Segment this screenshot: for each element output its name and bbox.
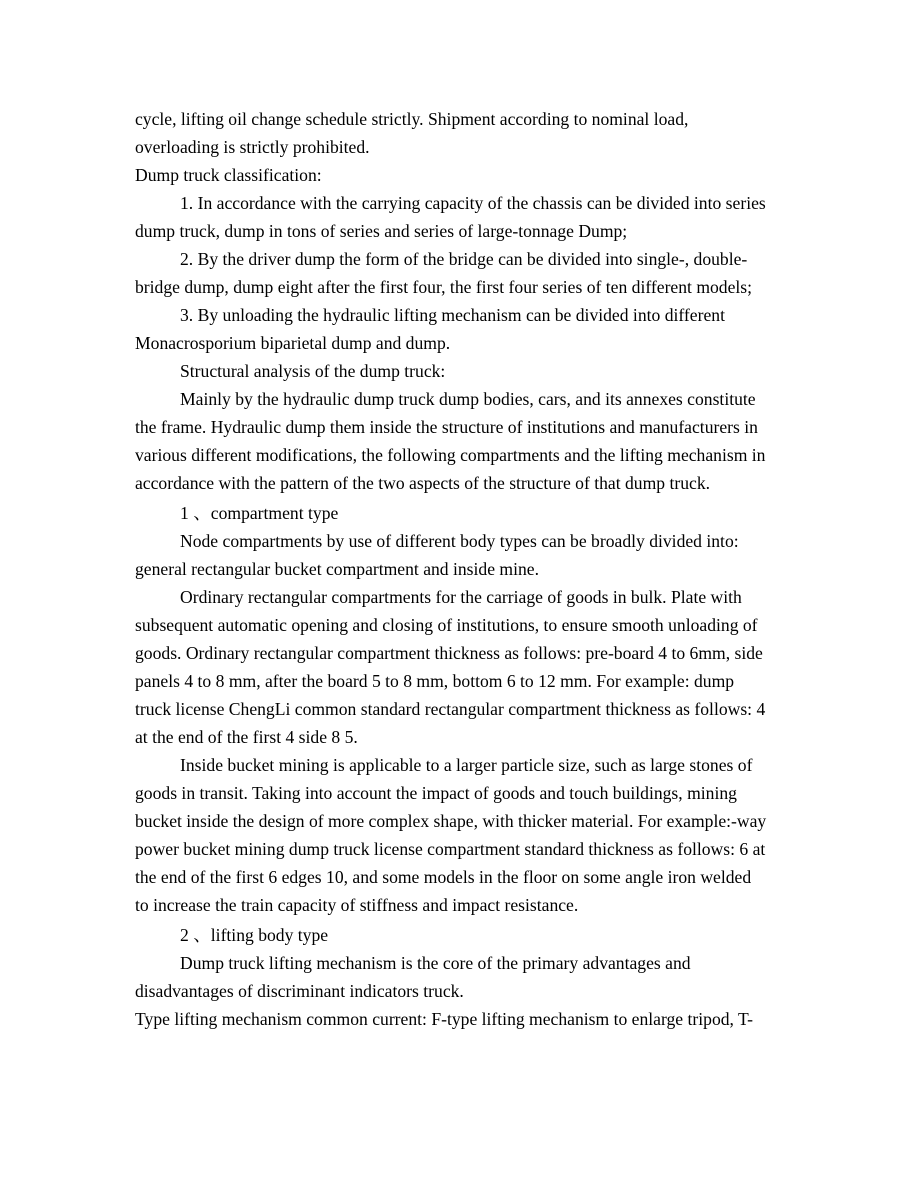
text-line: Mainly by the hydraulic dump truck dump bodies, cars, and its annexes constitute xyxy=(180,389,756,409)
text-line: panels 4 to 8 mm, after the board 5 to 8 mm, bottom 6 to 12 mm. For example: dump xyxy=(135,671,735,691)
text-line: cycle, lifting oil change schedule strictly. Shipment according to nominal load, xyxy=(135,109,689,129)
text-line: Monacrosporium biparietal dump and dump. xyxy=(135,333,451,353)
text-line: Type lifting mechanism common current: F-type lifting mechanism to enlarge tripod, T- xyxy=(135,1009,754,1029)
text-line: the end of the first 6 edges 10, and some models in the floor on some angle iron welded xyxy=(135,867,752,887)
document-body xyxy=(135,105,785,1033)
text-line: subsequent automatic opening and closing of institutions, to ensure smooth unloading of xyxy=(135,615,758,635)
text-line: bridge dump, dump eight after the first four, the first four series of ten different models; xyxy=(135,277,753,297)
text-line: accordance with the pattern of the two aspects of the structure of that dump truck. xyxy=(135,473,711,493)
text-line: 2. By the driver dump the form of the bridge can be divided into single-, double- xyxy=(180,249,748,269)
section-heading: 1 、compartment type xyxy=(180,503,339,523)
text-line: Dump truck lifting mechanism is the core of the primary advantages and xyxy=(180,953,691,973)
text-line: Dump truck classification: xyxy=(135,165,322,185)
text-line: disadvantages of discriminant indicators truck. xyxy=(135,981,464,1001)
text-line: to increase the train capacity of stiffness and impact resistance. xyxy=(135,895,579,915)
text-line: bucket inside the design of more complex shape, with thicker material. For example:-way xyxy=(135,811,767,831)
text-line: dump truck, dump in tons of series and series of large-tonnage Dump; xyxy=(135,221,628,241)
text-line: truck license ChengLi common standard rectangular compartment thickness as follows: 4 xyxy=(135,699,766,719)
text-line: general rectangular bucket compartment and inside mine. xyxy=(135,559,540,579)
text-line: at the end of the first 4 side 8 5. xyxy=(135,727,358,747)
text-line: Ordinary rectangular compartments for the carriage of goods in bulk. Plate with xyxy=(180,587,742,607)
text-line: Node compartments by use of different body types can be broadly divided into: xyxy=(180,531,739,551)
text-line: power bucket mining dump truck license compartment standard thickness as follows: 6 at xyxy=(135,839,766,859)
text-line: Inside bucket mining is applicable to a larger particle size, such as large stones of xyxy=(180,755,753,775)
text-line: Structural analysis of the dump truck: xyxy=(180,361,446,381)
text-line: goods. Ordinary rectangular compartment thickness as follows: pre-board 4 to 6mm, side xyxy=(135,643,763,663)
text-line: 3. By unloading the hydraulic lifting mechanism can be divided into different xyxy=(180,305,725,325)
text-line: the frame. Hydraulic dump them inside the structure of institutions and manufacturers in xyxy=(135,417,758,437)
text-line: 1. In accordance with the carrying capacity of the chassis can be divided into series xyxy=(180,193,766,213)
text-line: overloading is strictly prohibited. xyxy=(135,137,370,157)
text-line: various different modifications, the following compartments and the lifting mechanism in xyxy=(135,445,766,465)
text-line: goods in transit. Taking into account the impact of goods and touch buildings, mining xyxy=(135,783,737,803)
section-heading: 2 、lifting body type xyxy=(180,925,329,945)
